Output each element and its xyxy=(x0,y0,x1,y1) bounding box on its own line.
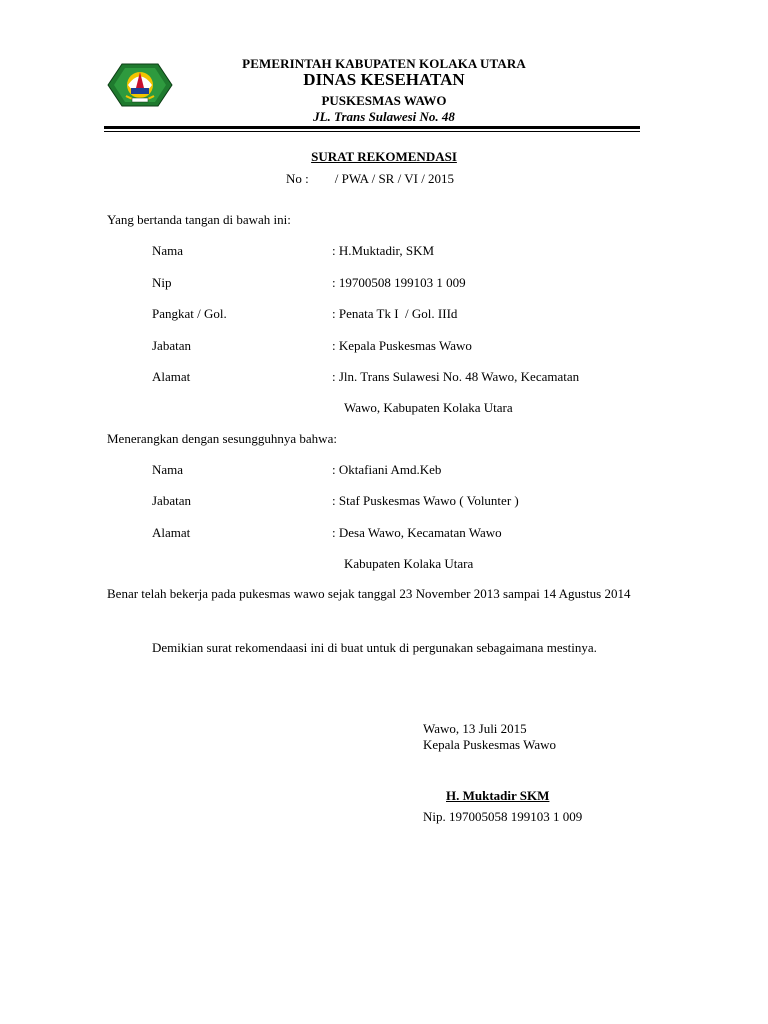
signer-label-jabatan: Jabatan xyxy=(152,338,191,353)
letterhead-rule-thin xyxy=(104,131,640,132)
signer-label-nama: Nama xyxy=(152,243,184,258)
closing-position: Kepala Puskesmas Wawo xyxy=(423,737,557,752)
letterhead-agency: DINAS KESEHATAN xyxy=(303,70,465,89)
signer-value-nip: : 19700508 199103 1 009 xyxy=(332,275,466,290)
signer-label-nip: Nip xyxy=(152,275,172,290)
letterhead-rule-thick xyxy=(104,126,640,129)
subject-label-nama: Nama xyxy=(152,462,184,477)
signer-value-nama: : H.Muktadir, SKM xyxy=(332,243,435,258)
subject-value-nama: : Oktafiani Amd.Keb xyxy=(332,462,442,477)
subject-value-jabatan: : Staf Puskesmas Wawo ( Volunter ) xyxy=(332,493,519,508)
body-paragraph-employment: Benar telah bekerja pada pukesmas wawo sejak tanggal 23 November 2013 sampai 14 Agustus 2014 xyxy=(107,586,631,601)
letterhead-office: PUSKESMAS WAWO xyxy=(321,93,447,108)
letter-title: SURAT REKOMENDASI xyxy=(311,149,457,164)
signer-value-jabatan: : Kepala Puskesmas Wawo xyxy=(332,338,472,353)
signer-value-pangkat: : Penata Tk I / Gol. IIId xyxy=(332,306,458,321)
subject-label-jabatan: Jabatan xyxy=(152,493,191,508)
statement-text: Menerangkan dengan sesungguhnya bahwa: xyxy=(107,431,337,446)
letterhead-government: PEMERINTAH KABUPATEN KOLAKA UTARA xyxy=(242,56,526,71)
signer-name: H. Muktadir SKM xyxy=(446,788,550,803)
subject-address-continued: Kabupaten Kolaka Utara xyxy=(344,556,474,571)
signer-label-pangkat: Pangkat / Gol. xyxy=(152,306,227,321)
closing-place-date: Wawo, 13 Juli 2015 xyxy=(423,721,527,736)
signer-label-alamat: Alamat xyxy=(152,369,191,384)
subject-value-alamat: : Desa Wawo, Kecamatan Wawo xyxy=(332,525,502,540)
signer-value-alamat: : Jln. Trans Sulawesi No. 48 Wawo, Kecamatan xyxy=(332,369,580,384)
signer-nip: Nip. 197005058 199103 1 009 xyxy=(423,809,583,824)
intro-text: Yang bertanda tangan di bawah ini: xyxy=(107,212,291,227)
body-paragraph-closing: Demikian surat rekomendaasi ini di buat untuk di pergunakan sebagaimana mestinya. xyxy=(152,640,597,655)
letterhead-address: JL. Trans Sulawesi No. 48 xyxy=(313,109,455,124)
letter-number: No : / PWA / SR / VI / 2015 xyxy=(286,171,455,186)
signer-address-continued: Wawo, Kabupaten Kolaka Utara xyxy=(344,400,513,415)
subject-label-alamat: Alamat xyxy=(152,525,191,540)
